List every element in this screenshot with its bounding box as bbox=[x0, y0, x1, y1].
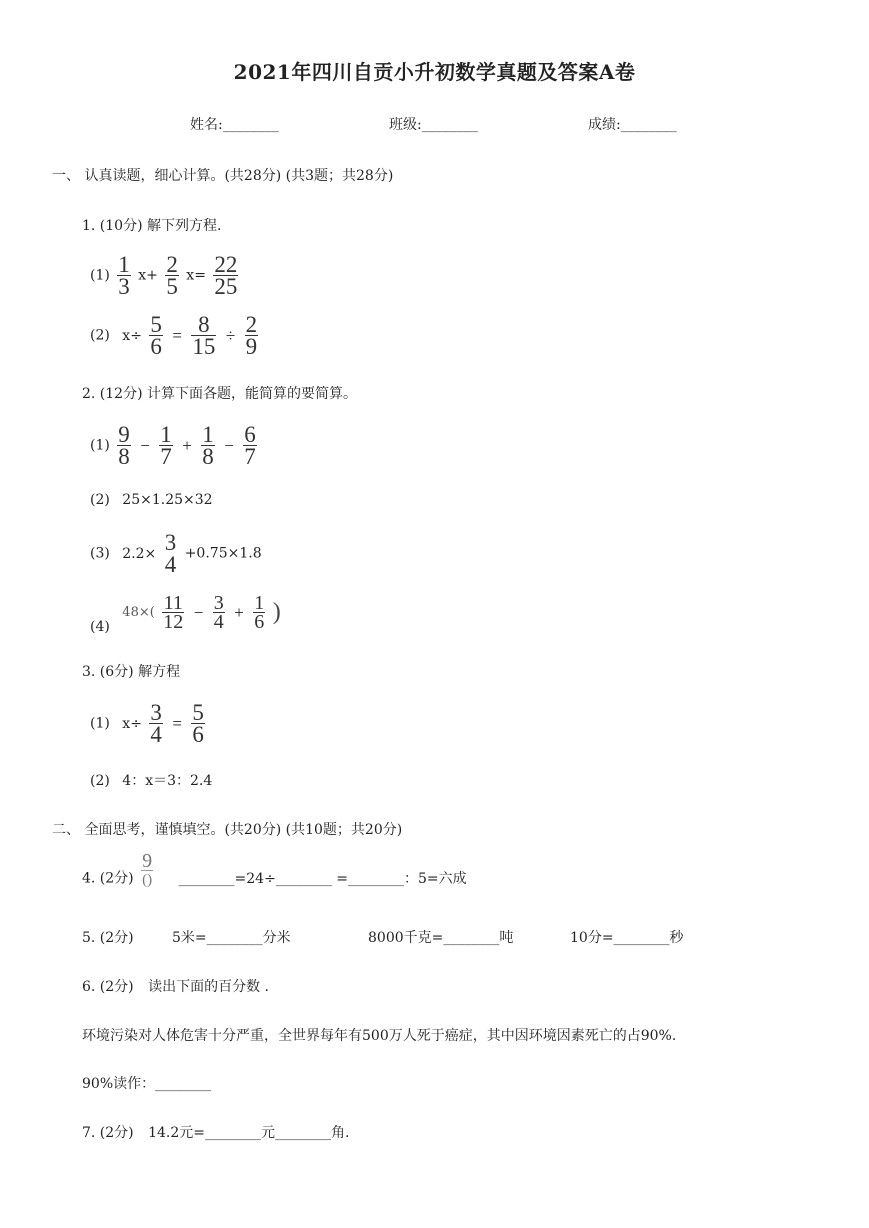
fraction: $\frac{2}{5}$ bbox=[166, 252, 178, 299]
q2-part1: (1) $\frac{9}{8}$ − $\frac{1}{7}$ + $\frac{1}{8}$ − $\frac{6}{7}$ bbox=[90, 422, 256, 469]
section-heading-1: 一、 认真读题，细心计算。(共28分) (共3题；共28分) bbox=[52, 168, 394, 184]
q2-part2 bbox=[90, 492, 213, 508]
fraction: $\frac{3}{4}$ bbox=[150, 700, 162, 747]
question-6 bbox=[82, 976, 269, 996]
part-label: (2) bbox=[90, 327, 110, 344]
part-label: (1) bbox=[90, 267, 110, 284]
fraction: $\frac{8}{15}$ bbox=[192, 312, 216, 359]
section-heading-2: 二、 全面思考，谨慎填空。(共20分) (共10题；共20分) bbox=[52, 822, 403, 838]
q5-item-b: 8000千克=________吨 bbox=[368, 930, 514, 946]
question-4 bbox=[82, 850, 467, 897]
part-label: (2) bbox=[90, 492, 110, 508]
q3-part1: (1) x÷ $\frac{3}{4}$ = $\frac{5}{6}$ bbox=[90, 700, 204, 747]
fraction: $\frac{1}{6}$ bbox=[254, 592, 265, 633]
fraction: $\frac{2}{9}$ bbox=[245, 312, 258, 359]
fraction: $\frac{1}{8}$ bbox=[202, 422, 214, 469]
q3-part2 bbox=[90, 770, 212, 790]
fraction: $\frac{5}{6}$ bbox=[150, 312, 162, 359]
fraction: $\frac{1}{7}$ bbox=[160, 422, 172, 469]
q2-part4: (4) 48×( $\frac{11}{12}$ − $\frac{3}{4}$ + $\frac{1}{6}$ ) bbox=[90, 592, 281, 635]
question-5-label: 5. (2分) bbox=[82, 930, 134, 946]
fill-in-text: ________=24÷________ =________：5=六成 bbox=[178, 870, 467, 887]
fraction: $\frac{6}{7}$ bbox=[244, 422, 256, 469]
expression: 4：x＝3：2.4 bbox=[122, 773, 213, 789]
question-3-stem: 3. (6分) 解方程 bbox=[82, 664, 181, 680]
part-label: (1) bbox=[90, 437, 110, 454]
fraction: 9 () bbox=[142, 850, 153, 888]
part-label: (2) bbox=[90, 773, 110, 789]
expression: 25×1.25×32 bbox=[122, 492, 213, 508]
fraction: $\frac{3}{4}$ bbox=[213, 592, 224, 633]
fraction: $\frac{1}{3}$ bbox=[118, 252, 130, 299]
q5-item-a: 5米=________分米 bbox=[172, 930, 291, 946]
page-title: 2021年四川自贡小升初数学真题及答案A卷 bbox=[233, 60, 636, 84]
fraction: $\frac{11}{12}$ bbox=[163, 592, 184, 633]
question-label: 4. (2分) bbox=[82, 870, 134, 887]
fraction: $\frac{22}{25}$ bbox=[214, 252, 238, 299]
question-label: 6. (2分) bbox=[82, 979, 134, 995]
fraction: $\frac{5}{6}$ bbox=[192, 700, 204, 747]
name-field-label: 姓名:________ bbox=[190, 117, 279, 133]
question-stem: 读出下面的百分数 . bbox=[148, 979, 269, 995]
fraction: $\frac{9}{8}$ bbox=[118, 422, 130, 469]
question-1-stem: 1. (10分) 解下列方程. bbox=[82, 218, 222, 234]
part-label: (4) bbox=[90, 619, 110, 635]
fraction: 3 4 bbox=[164, 530, 177, 577]
q5-item-c: 10分=________秒 bbox=[570, 930, 684, 946]
q6-read-blank: 90%读作：________ bbox=[82, 1076, 212, 1092]
part-label: (3) bbox=[90, 545, 110, 562]
class-field-label: 班级:________ bbox=[389, 117, 478, 133]
score-field-label: 成绩:________ bbox=[588, 117, 677, 133]
part-label: (1) bbox=[90, 715, 110, 732]
q2-part3: (3) 2.2× 3 4 +0.75×1.8 bbox=[90, 530, 262, 577]
q6-passage: 环境污染对人体危害十分严重，全世界每年有500万人死于癌症，其中因环境因素死亡的占90%. bbox=[82, 1028, 677, 1044]
question-label: 7. (2分) bbox=[82, 1125, 134, 1141]
question-7 bbox=[82, 1122, 349, 1142]
question-text: 14.2元=________元________角. bbox=[148, 1125, 350, 1141]
q1-part1: (1) $\frac{1}{3}$ x+ $\frac{2}{5}$ x= $\frac{22}{25}$ bbox=[90, 252, 238, 299]
q1-part2: (2) x÷ $\frac{5}{6}$ = $\frac{8}{15}$ ÷ $\frac{2}{9}$ bbox=[90, 312, 258, 359]
question-2-stem: 2. (12分) 计算下面各题，能简算的要简算。 bbox=[82, 386, 357, 402]
